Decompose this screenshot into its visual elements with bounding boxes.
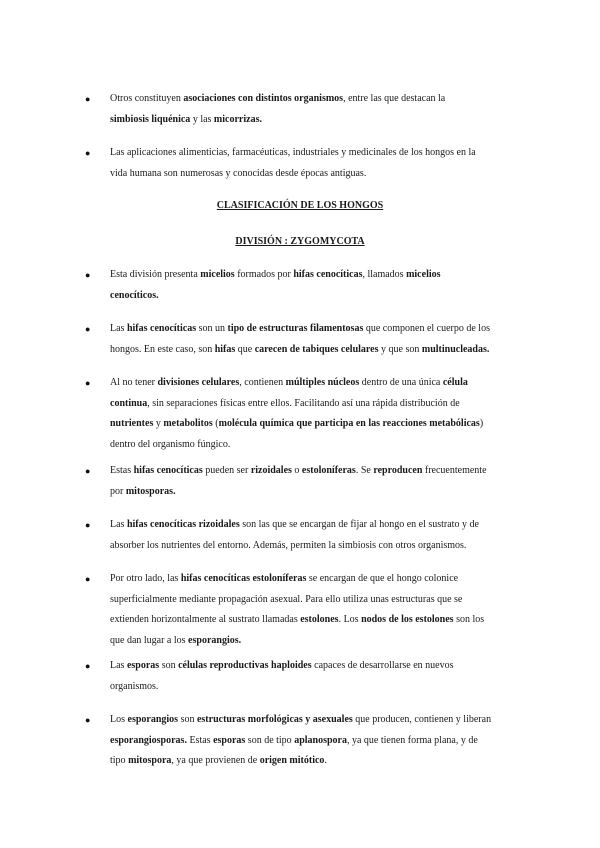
text-run: y que son: [378, 343, 422, 355]
text-run: son: [178, 714, 197, 725]
text-run: tipo: [110, 755, 129, 766]
bold-term: reproducen: [373, 465, 423, 476]
bullet-text: [110, 143, 538, 184]
bold-term: simbiosis liquénica: [110, 113, 191, 125]
bold-term: multinucleadas.: [421, 343, 490, 355]
bold-term: carecen de tabiques celulares: [254, 343, 379, 355]
text-run: y: [153, 418, 164, 429]
text-run: Las: [110, 660, 127, 671]
text-run: que producen, contienen y liberan: [352, 714, 492, 725]
bold-term: esporangios.: [188, 634, 242, 646]
text-run: , ya que tienen forma plana, y de: [346, 734, 478, 746]
section-title: CLASIFICACIÓN DE LOS HONGOS: [216, 200, 384, 211]
text-run: dentro de una única: [359, 377, 443, 388]
bold-term: células reproductivas haploides: [178, 660, 312, 671]
bold-term: cenocíticos.: [110, 289, 159, 301]
text-run: o: [291, 465, 302, 476]
bold-term: estoloníferas: [301, 465, 356, 476]
text-line: [110, 482, 538, 503]
bold-term: estructuras morfológicas y asexuales: [196, 714, 353, 725]
text-run: ): [479, 418, 484, 429]
bullet-text: [110, 710, 538, 772]
text-line: [110, 631, 538, 652]
subsection-title: DIVISIÓN : ZYGOMYCOTA: [235, 236, 365, 247]
text-run: que: [235, 343, 255, 355]
text-run: formados por: [234, 269, 294, 280]
text-run: que dan lugar a los: [110, 634, 189, 646]
text-line: [110, 677, 538, 698]
text-run: Las aplicaciones alimenticias, farmacéuticas, industriales y medicinales de los hongos en la: [110, 147, 476, 158]
text-line: [110, 569, 538, 590]
text-line: [110, 710, 538, 731]
bold-term: micelios: [200, 269, 235, 280]
text-line: [110, 656, 538, 677]
text-run: . Los: [338, 614, 362, 625]
text-run: por: [110, 485, 126, 497]
text-line: [110, 461, 538, 482]
bullet-text: [110, 515, 538, 556]
bold-term: tipo de estructuras filamentosas: [227, 323, 364, 334]
bullet-text: [110, 569, 538, 651]
text-line: [110, 515, 538, 536]
text-run: Por otro lado, las: [110, 573, 181, 584]
bullet-text: [110, 656, 538, 697]
text-run: Estas: [186, 734, 214, 746]
text-run: superficialmente mediante propagación asexual. Para ello utiliza unas estructuras que se: [110, 593, 463, 605]
text-run: y las: [190, 113, 214, 125]
text-line: [110, 89, 538, 110]
bold-term: hifas cenocíticas rizoidales: [126, 519, 240, 530]
bullet-icon: ●: [85, 466, 91, 476]
text-run: , ya que provienen de: [171, 755, 260, 766]
text-run: son un: [196, 323, 228, 334]
bullet-text: [110, 265, 538, 306]
text-run: , entre las que destacan la: [343, 93, 446, 104]
text-run: Las: [110, 323, 127, 334]
bullet-icon: ●: [85, 94, 91, 104]
bullet-icon: ●: [85, 148, 91, 158]
bold-term: mitosporas.: [125, 485, 176, 497]
text-run: . Se: [355, 465, 374, 476]
text-run: , sin separaciones físicas entre ellos. Facilitando así una rápida distribución de: [147, 397, 460, 409]
bold-term: hifas cenocíticas: [133, 465, 203, 476]
bold-term: nodos de los estolones: [361, 614, 454, 625]
text-line: [110, 590, 538, 611]
text-run: Estas: [110, 465, 134, 476]
bold-term: hifas cenocíticas: [293, 269, 363, 280]
text-run: son las que se encargan de fijar al hongo en el sustrato y de: [239, 519, 479, 530]
text-run: Esta división presenta: [110, 269, 201, 280]
text-run: extienden horizontalmente al sustrato llamadas: [110, 614, 301, 625]
bold-term: célula: [442, 377, 468, 388]
bold-term: molécula química que participa en las reacciones metabólicas: [218, 418, 480, 429]
text-run: Los: [110, 714, 128, 725]
text-line: [110, 286, 538, 307]
text-line: [110, 143, 538, 164]
bold-term: micorrizas.: [213, 113, 262, 125]
bullet-icon: ●: [85, 574, 91, 584]
text-run: capaces de desarrollarse en nuevos: [311, 660, 454, 671]
bold-term: estolones: [300, 614, 339, 625]
text-run: son los: [453, 614, 485, 625]
bold-term: nutrientes: [110, 418, 154, 429]
bold-term: origen mitótico: [259, 755, 325, 766]
text-line: [110, 731, 538, 752]
text-run: pueden ser: [202, 465, 251, 476]
bold-term: continua: [110, 397, 148, 409]
text-run: Al no tener: [110, 377, 158, 388]
bold-term: hifas: [214, 343, 236, 355]
text-run: organismos.: [110, 680, 159, 692]
text-run: hongos. En este caso, son: [110, 343, 215, 355]
text-run: se encargan de que el hongo colonice: [306, 573, 459, 584]
text-run: que componen el cuerpo de los: [363, 323, 490, 334]
bullet-text: [110, 89, 538, 130]
bold-term: esporas: [213, 734, 246, 746]
text-run: son de tipo: [245, 734, 295, 746]
text-line: [110, 265, 538, 286]
bold-term: múltiples núcleos: [285, 377, 360, 388]
text-run: (: [212, 418, 219, 429]
bold-term: hifas cenocíticas estoloníferas: [180, 573, 307, 584]
text-run: , llamados: [362, 269, 407, 280]
text-run: , contienen: [239, 377, 286, 388]
text-line: [110, 340, 538, 361]
bold-term: rizoidales: [250, 465, 292, 476]
text-line: [110, 751, 538, 772]
bold-term: metabolitos: [163, 418, 213, 429]
bullet-text: [110, 319, 538, 360]
bold-term: divisiones celulares: [157, 377, 240, 388]
text-line: [110, 610, 538, 631]
bold-term: hifas cenocíticas: [126, 323, 197, 334]
text-run: dentro del organismo fúngico.: [110, 438, 231, 450]
text-line: [110, 110, 538, 131]
text-line: [110, 319, 538, 340]
bold-term: esporangios: [127, 714, 179, 725]
text-run: .: [324, 755, 327, 766]
bold-term: asociaciones con distintos organismos: [183, 93, 344, 104]
bullet-icon: ●: [85, 324, 91, 334]
text-line: [110, 414, 538, 435]
text-run: Las: [110, 519, 127, 530]
bullet-icon: ●: [85, 378, 91, 388]
bold-term: esporas: [126, 660, 160, 671]
text-run: Otros constituyen: [110, 93, 184, 104]
text-run: absorber los nutrientes del entorno. Además, permiten la simbiosis con otros organismos.: [110, 539, 467, 551]
text-line: [110, 435, 538, 456]
bullet-icon: ●: [85, 520, 91, 530]
text-line: [110, 373, 538, 394]
bold-term: aplanospora: [294, 734, 347, 746]
text-line: [110, 536, 538, 557]
text-line: [110, 164, 538, 185]
bullet-icon: ●: [85, 661, 91, 671]
text-line: [110, 394, 538, 415]
bold-term: mitospora: [128, 755, 172, 766]
bold-term: esporangiosporas.: [110, 734, 187, 746]
text-run: son: [159, 660, 179, 671]
bullet-text: [110, 461, 538, 502]
bullet-icon: ●: [85, 270, 91, 280]
bullet-text: [110, 373, 538, 455]
bold-term: micelios: [406, 269, 441, 280]
bullet-icon: ●: [85, 715, 91, 725]
text-run: frecuentemente: [422, 465, 487, 476]
text-run: vida humana son numerosas y conocidas desde épocas antiguas.: [110, 167, 367, 179]
